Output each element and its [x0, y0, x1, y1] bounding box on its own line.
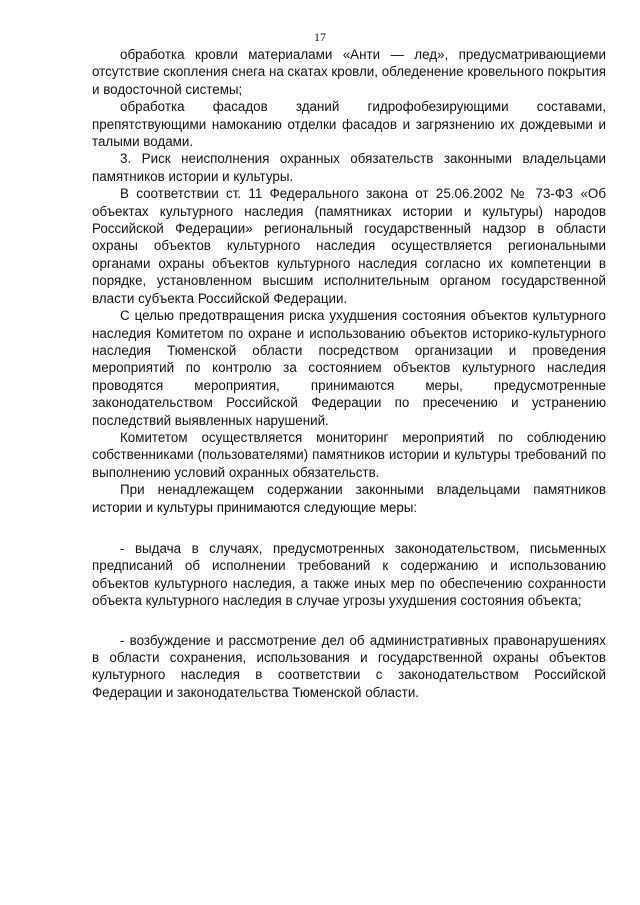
page-number: 17 [314, 30, 326, 44]
list-item-administrative-cases: - возбуждение и рассмотрение дел об административных правонарушениях в области сохранения, использования и государственной охраны объектов культурного наследия в соответствии с законодательством Российской Федерации и законодательства Тюменской области. [92, 632, 606, 700]
paragraph-federal-law: В соответствии ст. 11 Федерального закона от 25.06.2002 № 73-ФЗ «Об объектах культурного наследия (памятниках истории и культуры) народов Российской Федерации» региональный государственный надзор в области охраны объектов культурного наследия осуществляется региональными органами охраны объектов культурного наследия согласно их компетенции в порядке, установленном высшим исполнительным органом государственной власти субъекта Российской Федерации. [92, 186, 606, 306]
list-item-prescriptions: - выдача в случаях, предусмотренных законодательством, письменных предписаний об исполнении требований к содержанию и использованию объектов культурного наследия, а также иных мер по обеспечению сохранности объекта культурного наследия в случае угрозы ухудшения состояния объекта; [92, 540, 606, 609]
document-body [92, 46, 606, 701]
paragraph-facade-treatment: обработка фасадов зданий гидрофобезирующими составами, препятствующими намоканию отделки фасадов и загрязнению их дождевыми и талыми водами. [92, 99, 606, 150]
paragraph-committee-measures: С целью предотвращения риска ухудшения состояния объектов культурного наследия Комитетом по охране и использованию объектов историко-культурного наследия Тюменской области посредством организации и проведения мероприятий по контролю за состоянием объектов культурного наследия проводятся мероприятия, принимаются меры, предусмотренные законодательством Российской Федерации по пресечению и устранению последствий выявленных нарушений. [92, 308, 606, 428]
paragraph-improper-maintenance: При ненадлежащем содержании законными владельцами памятников истории и культуры принимаются следующие меры: [92, 482, 606, 515]
paragraph-monitoring: Комитетом осуществляется мониторинг мероприятий по соблюдению собственниками (пользователями) памятников истории и культуры требований по выполнению условий охранных обязательств. [92, 429, 606, 480]
paragraph-risk-3: 3. Риск неисполнения охранных обязательств законными владельцами памятников истории и культуры. [92, 151, 606, 184]
paragraph-roof-treatment: обработка кровли материалами «Анти — лед», предусматривающиеми отсутствие скопления снега на скатах кровли, обледенение кровельного покрытия и водосточной системы; [92, 47, 606, 97]
